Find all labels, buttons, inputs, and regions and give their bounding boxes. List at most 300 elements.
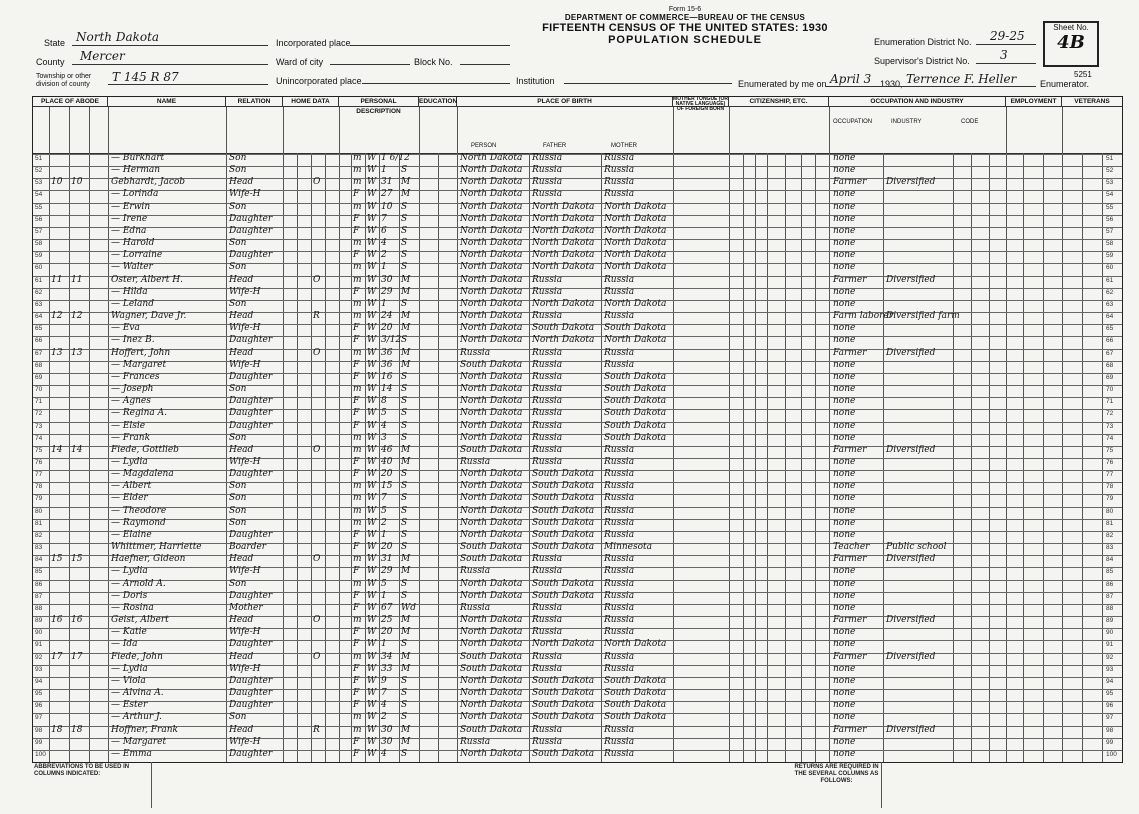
row-number-right: 77 — [1106, 471, 1114, 479]
cell-occ: Farmer — [833, 651, 867, 662]
sheet-number-box — [1043, 21, 1099, 67]
cell-name: — Lydia — [111, 566, 148, 577]
cell-sex: F — [353, 748, 360, 759]
cell-dw: 11 — [51, 274, 63, 285]
row-number: 69 — [35, 373, 43, 381]
cell-occ: none — [833, 286, 856, 297]
cell-ms: S — [401, 712, 408, 723]
schedule-title: POPULATION SCHEDULE — [608, 34, 762, 46]
cell-ms: M — [401, 615, 411, 626]
cell-born: North Dakota — [460, 481, 523, 492]
institution-label: Institution — [516, 76, 555, 86]
cell-mo: South Dakota — [604, 371, 667, 382]
cell-mo: Russia — [604, 481, 635, 492]
cell-age: 2 — [381, 517, 387, 528]
cell-rel: Daughter — [229, 420, 273, 431]
cell-dw: 18 — [51, 724, 63, 735]
cell-mo: South Dakota — [604, 432, 667, 443]
cell-name: — Theodore — [111, 505, 167, 516]
footer-returns: RETURNS ARE REQUIRED IN THE SEVERAL COLUMNS AS FOLLOWS: — [792, 762, 882, 808]
row-number: 66 — [35, 337, 43, 345]
row-number-right: 65 — [1106, 325, 1114, 333]
cell-sex: F — [353, 371, 360, 382]
county-label: County — [36, 57, 65, 67]
cell-sex: m — [353, 712, 362, 723]
cell-race: W — [367, 311, 377, 322]
row-number: 78 — [35, 483, 43, 491]
row-number-right: 78 — [1106, 483, 1114, 491]
cell-mo: North Dakota — [604, 213, 667, 224]
cell-race: W — [367, 712, 377, 723]
cell-sex: F — [353, 627, 360, 638]
incorporated-label: Incorporated place — [276, 38, 351, 48]
cell-rel: Wife-H — [229, 663, 261, 674]
cell-ms: S — [401, 529, 408, 540]
cell-race: W — [367, 153, 377, 163]
row-number-right: 61 — [1106, 276, 1114, 284]
group-name: NAME — [108, 97, 226, 107]
cell-mo: Russia — [604, 153, 635, 163]
unincorporated-label: Unincorporated place — [276, 76, 362, 86]
cell-rel: Daughter — [229, 700, 273, 711]
row-number-right: 73 — [1106, 422, 1114, 430]
cell-race: W — [367, 274, 377, 285]
cell-born: North Dakota — [460, 396, 523, 407]
township-label: Township or other division of county — [36, 73, 92, 88]
cell-fam: 10 — [71, 177, 83, 188]
cell-rel: Daughter — [229, 469, 273, 480]
cell-born: North Dakota — [460, 590, 523, 601]
row-number: 84 — [35, 556, 43, 564]
cell-rel: Daughter — [229, 335, 273, 346]
cell-race: W — [367, 554, 377, 565]
cell-fa: South Dakota — [532, 469, 595, 480]
cell-ms: M — [401, 177, 411, 188]
row-number-right: 99 — [1106, 738, 1114, 746]
cell-born: North Dakota — [460, 432, 523, 443]
cell-mo: North Dakota — [604, 250, 667, 261]
county-value: Mercer — [80, 49, 125, 63]
cell-occ: Farm laborer — [833, 311, 894, 322]
cell-own: R — [313, 311, 320, 322]
cell-sex: m — [353, 432, 362, 443]
row-number: 97 — [35, 714, 43, 722]
cell-fa: Russia — [532, 286, 563, 297]
cell-name: — Agnes — [111, 396, 151, 407]
cell-age: 40 — [381, 457, 393, 467]
cell-fa: North Dakota — [532, 250, 595, 261]
cell-ms: M — [401, 444, 411, 455]
cell-occ: Farmer — [833, 444, 867, 455]
cell-age: 4 — [381, 748, 387, 759]
cell-occ: none — [833, 627, 856, 638]
cell-ind: Diversified — [886, 554, 936, 565]
cell-fa: Russia — [532, 566, 563, 577]
cell-mo: Russia — [604, 627, 635, 638]
cell-name: — Herman — [111, 165, 161, 176]
cell-sex: F — [353, 602, 360, 613]
cell-age: 24 — [381, 311, 393, 322]
cell-name: — Frank — [111, 432, 151, 443]
cell-ms: S — [401, 578, 408, 589]
row-number-right: 97 — [1106, 714, 1114, 722]
cell-mo: Russia — [604, 457, 635, 467]
cell-race: W — [367, 578, 377, 589]
cell-born: North Dakota — [460, 371, 523, 382]
cell-rel: Daughter — [229, 590, 273, 601]
cell-own: O — [313, 177, 321, 188]
cell-race: W — [367, 262, 377, 273]
row-number-right: 58 — [1106, 240, 1114, 248]
cell-rel: Son — [229, 505, 247, 516]
cell-race: W — [367, 724, 377, 735]
cell-fa: Russia — [532, 153, 563, 163]
cell-dw: 13 — [51, 347, 63, 358]
cell-born: Russia — [460, 602, 491, 613]
row-number-right: 85 — [1106, 568, 1114, 576]
census-title: FIFTEENTH CENSUS OF THE UNITED STATES: 1930 — [542, 22, 828, 34]
cell-rel: Head — [229, 274, 254, 285]
group-veterans: VETERANS — [1062, 97, 1122, 107]
cell-ms: M — [401, 457, 411, 467]
cell-sex: F — [353, 688, 360, 699]
cell-age: 67 — [381, 602, 393, 613]
cell-occ: none — [833, 420, 856, 431]
cell-name: Fiede, Gottlieb — [111, 444, 179, 455]
cell-fa: Russia — [532, 371, 563, 382]
supervisor-district-label: Supervisor's District No. — [874, 56, 970, 66]
cell-age: 29 — [381, 286, 393, 297]
cell-race: W — [367, 408, 377, 419]
row-number: 67 — [35, 349, 43, 357]
cell-ind: Diversified — [886, 724, 936, 735]
cell-fa: North Dakota — [532, 639, 595, 650]
cell-born: South Dakota — [460, 542, 523, 553]
cell-race: W — [367, 444, 377, 455]
cell-occ: none — [833, 165, 856, 176]
cell-race: W — [367, 432, 377, 443]
group-personal: PERSONAL DESCRIPTION — [339, 97, 419, 107]
cell-race: W — [367, 639, 377, 650]
cell-fa: South Dakota — [532, 517, 595, 528]
row-number-right: 62 — [1106, 288, 1114, 296]
row-number: 91 — [35, 641, 43, 649]
cell-name: — Arnold A. — [111, 578, 166, 589]
cell-rel: Son — [229, 262, 247, 273]
cell-ms: S — [401, 748, 408, 759]
cell-mo: Russia — [604, 602, 635, 613]
cell-born: North Dakota — [460, 748, 523, 759]
cell-name: Oster, Albert H. — [111, 274, 183, 285]
cell-mo: Minnesota — [604, 542, 653, 553]
cell-race: W — [367, 651, 377, 662]
cell-sex: F — [353, 663, 360, 674]
cell-occ: Farmer — [833, 554, 867, 565]
cell-born: North Dakota — [460, 493, 523, 504]
cell-dw: 15 — [51, 554, 63, 565]
cell-race: W — [367, 225, 377, 236]
cell-name: — Elsie — [111, 420, 146, 431]
cell-name: — Ester — [111, 700, 148, 711]
cell-race: W — [367, 505, 377, 516]
cell-age: 27 — [381, 189, 393, 200]
cell-ind: Diversified — [886, 444, 936, 455]
row-number-right: 98 — [1106, 726, 1114, 734]
row-number-right: 100 — [1106, 750, 1117, 758]
cell-race: W — [367, 347, 377, 358]
cell-rel: Daughter — [229, 408, 273, 419]
cell-rel: Wife-H — [229, 736, 261, 747]
ward-label: Ward of city — [276, 57, 324, 67]
cell-ms: M — [401, 627, 411, 638]
cell-name: — Harold — [111, 238, 155, 249]
cell-occ: none — [833, 359, 856, 370]
row-number-right: 59 — [1106, 252, 1114, 260]
cell-race: W — [367, 384, 377, 395]
cell-ms: S — [401, 335, 408, 346]
cell-born: North Dakota — [460, 578, 523, 589]
row-number-right: 76 — [1106, 459, 1114, 466]
row-number: 58 — [35, 240, 43, 248]
cell-fa: North Dakota — [532, 335, 595, 346]
cell-rel: Son — [229, 384, 247, 395]
cell-mo: Russia — [604, 566, 635, 577]
cell-dw: 14 — [51, 444, 63, 455]
cell-rel: Wife-H — [229, 286, 261, 297]
cell-ms: S — [401, 213, 408, 224]
cell-fam: 17 — [71, 651, 83, 662]
cell-ms: S — [401, 517, 408, 528]
cell-born: South Dakota — [460, 554, 523, 565]
row-number: 85 — [35, 568, 43, 576]
cell-mo: North Dakota — [604, 335, 667, 346]
cell-occ: Farmer — [833, 615, 867, 626]
cell-fa: Russia — [532, 177, 563, 188]
cell-born: North Dakota — [460, 420, 523, 431]
cell-born: North Dakota — [460, 517, 523, 528]
cell-name: — Irene — [111, 213, 148, 224]
row-number-right: 69 — [1106, 373, 1114, 381]
cell-age: 2 — [381, 712, 387, 723]
cell-rel: Son — [229, 712, 247, 723]
cell-age: 46 — [381, 444, 393, 455]
cell-sex: m — [353, 177, 362, 188]
cell-ms: M — [401, 651, 411, 662]
cell-mo: Russia — [604, 529, 635, 540]
cell-race: W — [367, 359, 377, 370]
cell-fa: South Dakota — [532, 748, 595, 759]
cell-ind: Diversified — [886, 177, 936, 188]
cell-ms: M — [401, 359, 411, 370]
cell-age: 36 — [381, 347, 393, 358]
cell-name: — Hilda — [111, 286, 148, 297]
cell-occ: none — [833, 639, 856, 650]
cell-fa: Russia — [532, 627, 563, 638]
cell-age: 31 — [381, 177, 393, 188]
cell-ind: Diversified — [886, 615, 936, 626]
cell-occ: none — [833, 396, 856, 407]
cell-age: 9 — [381, 675, 387, 686]
cell-born: South Dakota — [460, 651, 523, 662]
row-number: 89 — [35, 617, 43, 625]
cell-occ: none — [833, 457, 856, 467]
cell-ms: S — [401, 675, 408, 686]
cell-occ: none — [833, 432, 856, 443]
cell-mo: South Dakota — [604, 420, 667, 431]
col-person: PERSON — [471, 143, 497, 149]
row-number: 79 — [35, 495, 43, 503]
cell-name: — Emma — [111, 748, 152, 759]
cell-born: South Dakota — [460, 724, 523, 735]
row-number: 52 — [35, 167, 43, 175]
cell-born: North Dakota — [460, 165, 523, 176]
cell-age: 31 — [381, 554, 393, 565]
cell-race: W — [367, 529, 377, 540]
row-number-right: 72 — [1106, 410, 1114, 418]
row-number: 53 — [35, 179, 43, 187]
row-number-right: 52 — [1106, 167, 1114, 175]
cell-fa: Russia — [532, 274, 563, 285]
cell-mo: North Dakota — [604, 225, 667, 236]
cell-race: W — [367, 469, 377, 480]
cell-born: North Dakota — [460, 615, 523, 626]
cell-name: — Frances — [111, 371, 160, 382]
cell-mo: Russia — [604, 748, 635, 759]
row-number-right: 51 — [1106, 155, 1114, 162]
cell-sex: F — [353, 359, 360, 370]
cell-age: 1 — [381, 165, 387, 176]
cell-sex: m — [353, 651, 362, 662]
row-number-right: 53 — [1106, 179, 1114, 187]
cell-rel: Daughter — [229, 250, 273, 261]
cell-ms: S — [401, 298, 408, 309]
cell-born: North Dakota — [460, 335, 523, 346]
cell-mo: Russia — [604, 651, 635, 662]
cell-sex: F — [353, 213, 360, 224]
cell-fa: North Dakota — [532, 225, 595, 236]
cell-fa: South Dakota — [532, 578, 595, 589]
cell-mo: North Dakota — [604, 201, 667, 212]
cell-born: North Dakota — [460, 639, 523, 650]
cell-fam: 16 — [71, 615, 83, 626]
row-number-right: 96 — [1106, 702, 1114, 710]
cell-ms: S — [401, 225, 408, 236]
cell-race: W — [367, 700, 377, 711]
cell-fam: 18 — [71, 724, 83, 735]
cell-race: W — [367, 627, 377, 638]
cell-mo: North Dakota — [604, 298, 667, 309]
cell-sex: m — [353, 724, 362, 735]
cell-born: North Dakota — [460, 225, 523, 236]
cell-age: 10 — [381, 201, 393, 212]
cell-fa: Russia — [532, 457, 563, 467]
cell-sex: m — [353, 493, 362, 504]
cell-age: 5 — [381, 408, 387, 419]
cell-mo: North Dakota — [604, 262, 667, 273]
cell-name: — Lydia — [111, 457, 148, 467]
cell-name: Hoffert, John — [111, 347, 171, 358]
cell-race: W — [367, 675, 377, 686]
row-number: 77 — [35, 471, 43, 479]
cell-mo: Russia — [604, 590, 635, 601]
cell-born: North Dakota — [460, 469, 523, 480]
cell-dw: 10 — [51, 177, 63, 188]
cell-born: North Dakota — [460, 177, 523, 188]
cell-sex: m — [353, 238, 362, 249]
cell-rel: Daughter — [229, 225, 273, 236]
cell-occ: none — [833, 529, 856, 540]
cell-mo: South Dakota — [604, 700, 667, 711]
cell-ms: S — [401, 505, 408, 516]
cell-race: W — [367, 736, 377, 747]
cell-age: 1 — [381, 262, 387, 273]
cell-name: — Rosina — [111, 602, 154, 613]
cell-born: North Dakota — [460, 298, 523, 309]
cell-name: — Leland — [111, 298, 154, 309]
cell-born: North Dakota — [460, 250, 523, 261]
cell-ms: S — [401, 493, 408, 504]
col-mother: MOTHER — [611, 143, 637, 149]
cell-fa: Russia — [532, 359, 563, 370]
row-number: 83 — [35, 544, 43, 552]
cell-mo: Russia — [604, 347, 635, 358]
cell-mo: Russia — [604, 444, 635, 455]
cell-age: 1 — [381, 298, 387, 309]
enumerated-date: April 3 — [830, 72, 872, 86]
cell-name: — Walter — [111, 262, 153, 273]
cell-ms: M — [401, 724, 411, 735]
cell-ms: S — [401, 201, 408, 212]
cell-race: W — [367, 286, 377, 297]
cell-rel: Daughter — [229, 675, 273, 686]
cell-born: Russia — [460, 347, 491, 358]
cell-occ: Farmer — [833, 724, 867, 735]
row-number: 99 — [35, 738, 43, 746]
cell-mo: South Dakota — [604, 688, 667, 699]
cell-ms: S — [401, 420, 408, 431]
cell-rel: Head — [229, 347, 254, 358]
cell-fa: Russia — [532, 663, 563, 674]
cell-born: North Dakota — [460, 688, 523, 699]
group-home: HOME DATA — [283, 97, 339, 107]
cell-rel: Son — [229, 481, 247, 492]
cell-age: 20 — [381, 627, 393, 638]
row-number-right: 86 — [1106, 580, 1114, 588]
cell-age: 30 — [381, 736, 393, 747]
row-number-right: 93 — [1106, 665, 1114, 673]
cell-rel: Head — [229, 554, 254, 565]
cell-fam: 13 — [71, 347, 83, 358]
group-relation: RELATION — [226, 97, 283, 107]
cell-rel: Wife-H — [229, 457, 261, 467]
cell-sex: m — [353, 578, 362, 589]
cell-name: — Arthur J. — [111, 712, 162, 723]
cell-occ: none — [833, 748, 856, 759]
cell-sex: F — [353, 590, 360, 601]
cell-occ: none — [833, 371, 856, 382]
cell-occ: none — [833, 238, 856, 249]
cell-rel: Son — [229, 298, 247, 309]
cell-ms: S — [401, 542, 408, 553]
cell-born: Russia — [460, 566, 491, 577]
cell-sex: m — [353, 201, 362, 212]
row-number: 71 — [35, 398, 43, 406]
enumerated-label: Enumerated by me on — [738, 79, 827, 89]
row-number: 87 — [35, 592, 43, 600]
enumeration-district-label: Enumeration District No. — [874, 37, 972, 47]
cell-fa: North Dakota — [532, 201, 595, 212]
row-number-right: 94 — [1106, 677, 1114, 685]
